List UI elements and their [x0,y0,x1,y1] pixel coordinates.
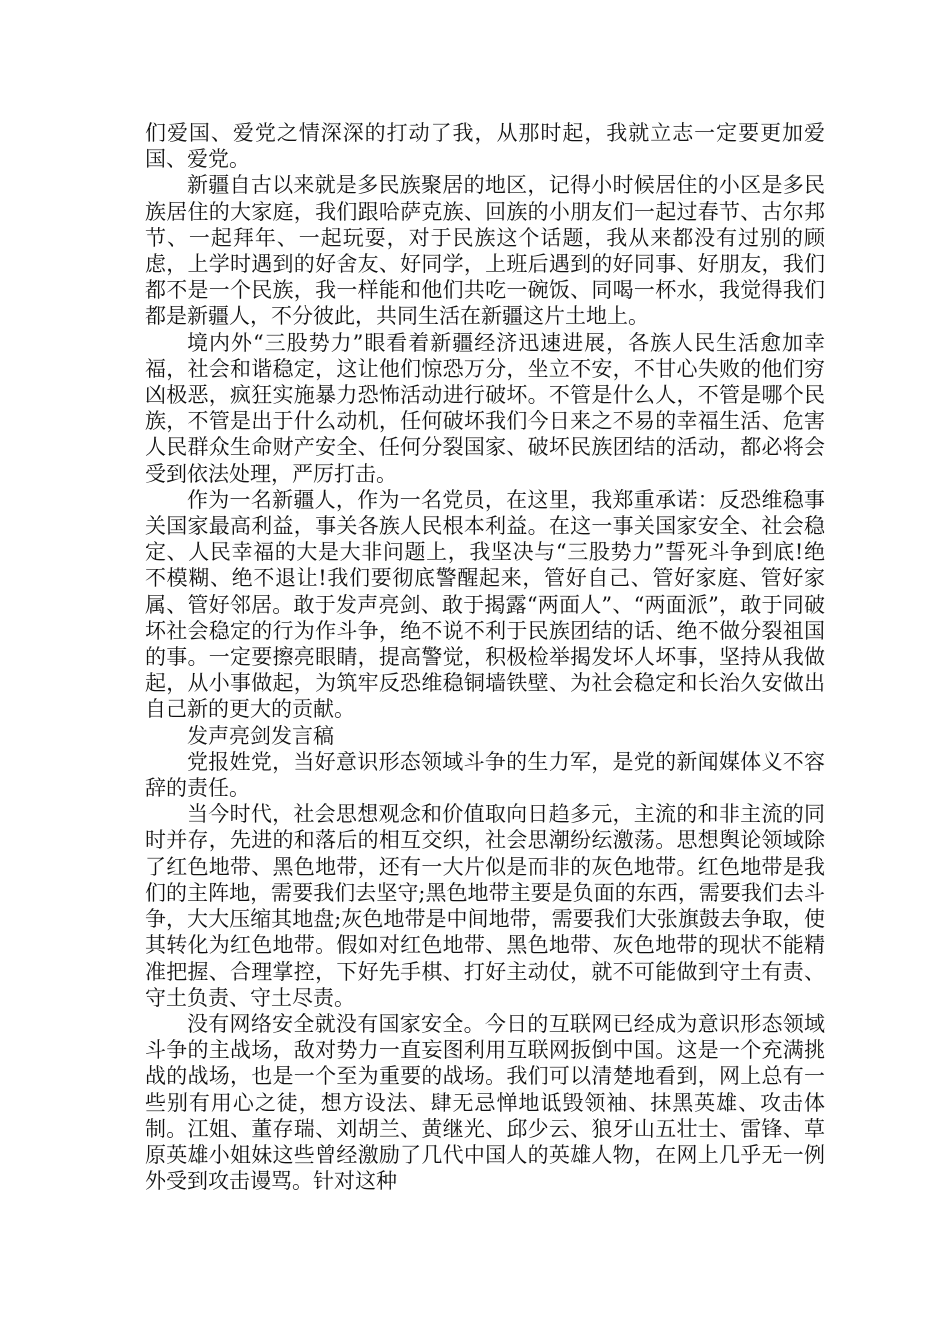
paragraph-7: 没有网络安全就没有国家安全。今日的互联网已经成为意识形态领域斗争的主战场，敌对势力一直妄图利用互联网扳倒中国。这是一个充满挑战的战场，也是一个至为重要的战场。我们可以清楚地看到，网上总有一些别有用心之徒，想方设法、肆无忌惮地诋毁领袖、抹黑英雄、攻击体制。江姐、董存瑞、刘胡兰、黄继光、邱少云、狼牙山五壮士、雷锋、草原英雄小姐妹这些曾经激励了几代中国人的英雄人物，在网上几乎无一例外受到攻击谩骂。针对这种 [145,1011,825,1194]
paragraph-5: 党报姓党，当好意识形态领域斗争的生力军，是党的新闻媒体义不容辞的责任。 [145,749,825,801]
paragraph-6: 当今时代，社会思想观念和价值取向日趋多元，主流的和非主流的同时并存，先进的和落后的相互交织，社会思潮纷纭激荡。思想舆论领域除了红色地带、黑色地带，还有一大片似是而非的灰色地带。红色地带是我们的主阵地，需要我们去坚守;黑色地带主要是负面的东西，需要我们去斗争，大大压缩其地盘;灰色地带是中间地带，需要我们大张旗鼓去争取，使其转化为红色地带。假如对红色地带、黑色地带、灰色地带的现状不能精准把握、合理掌控，下好先手棋、打好主动仗，就不可能做到守土有责、守土负责、守土尽责。 [145,802,825,1010]
document-page [145,120,825,1194]
paragraph-1: 们爱国、爱党之情深深的打动了我，从那时起，我就立志一定要更加爱国、爱党。 [145,121,825,172]
section-title: 发声亮剑发言稿 [187,723,334,748]
paragraph-3: 境内外“三股势力”眼看着新疆经济迅速进展，各族人民生活愈加幸福，社会和谐稳定，这让他们惊恐万分，坐立不安，不甘心失败的他们穷凶极恶，疯狂实施暴力恐怖活动进行破坏。不管是什么人，不管是哪个民族，不管是出于什么动机，任何破坏我们今日来之不易的幸福生活、危害人民群众生命财产安全、任何分裂国家、破坏民族团结的活动，都必将会受到依法处理，严厉打击。 [145,330,825,486]
paragraph-2: 新疆自古以来就是多民族聚居的地区，记得小时候居住的小区是多民族居住的大家庭，我们跟哈萨克族、回族的小朋友们一起过春节、古尔邦节、一起拜年、一起玩耍，对于民族这个话题，我从来都没有过别的顾虑，上学时遇到的好舍友、好同学，上班后遇到的好同事、好朋友，我们都不是一个民族，我一样能和他们共吃一碗饭、同喝一杯水，我觉得我们都是新疆人，不分彼此，共同生活在新疆这片土地上。 [145,173,825,329]
paragraph-4: 作为一名新疆人，作为一名党员，在这里，我郑重承诺：反恐维稳事关国家最高利益，事关各族人民根本利益。在这一事关国家安全、社会稳定、人民幸福的大是大非问题上，我坚决与“三股势力”誓死斗争到底!绝不模糊、绝不退让!我们要彻底警醒起来，管好自己、管好家庭、管好家属、管好邻居。敢于发声亮剑、敢于揭露“两面人”、“两面派”，敢于同破坏社会稳定的行为作斗争，绝不说不利于民族团结的话、绝不做分裂祖国的事。一定要擦亮眼睛，提高警觉，积极检举揭发坏人坏事，坚持从我做起，从小事做起，为筑牢反恐维稳铜墙铁壁、为社会稳定和长治久安做出自己新的更大的贡献。 [145,487,825,722]
